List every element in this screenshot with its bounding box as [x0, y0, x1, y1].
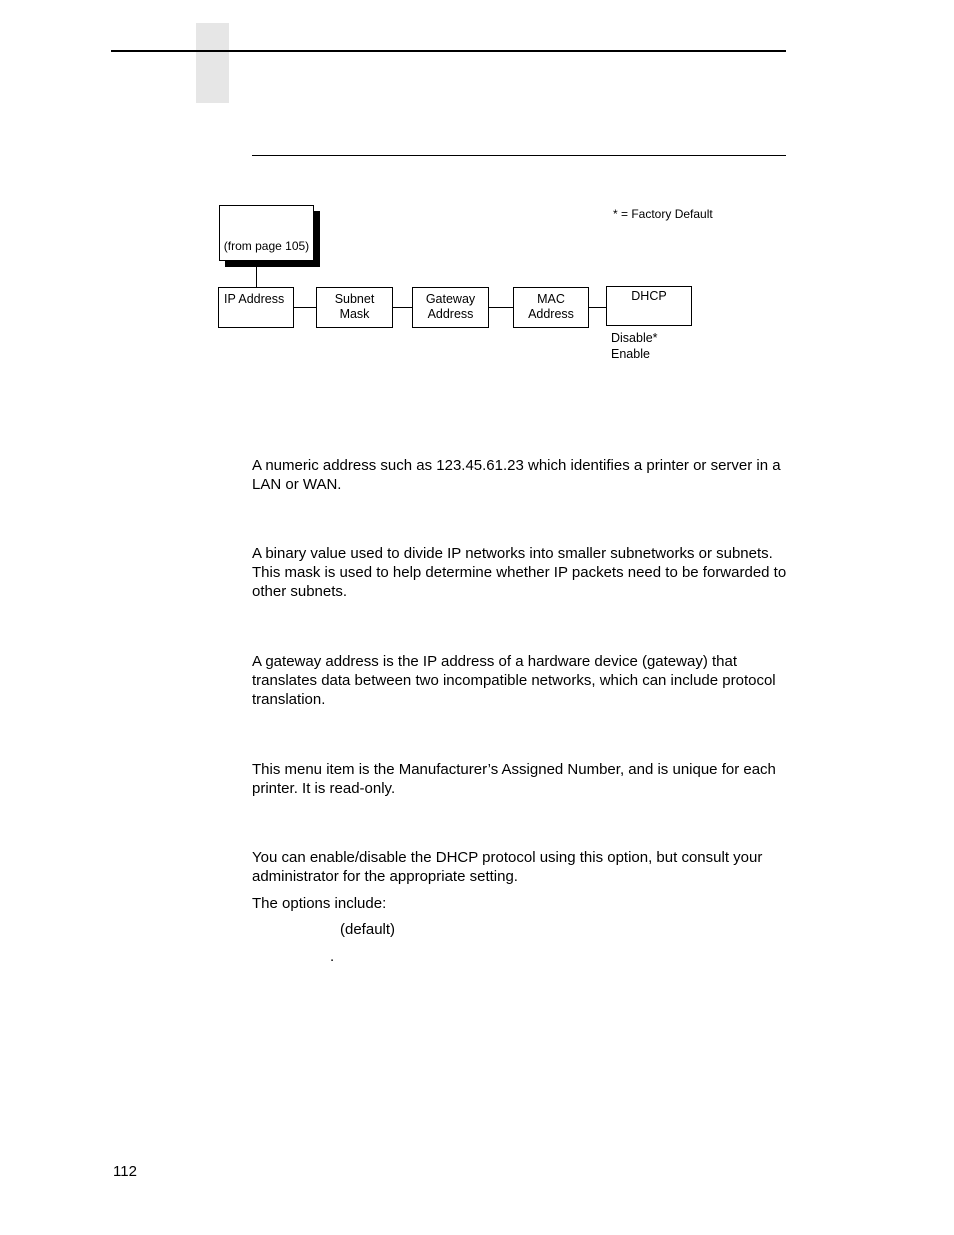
- gateway-address-description: A gateway address is the IP address of a hardware device (gateway) that translates data between two incompatible networks, which can include protocol translation.: [252, 653, 776, 708]
- ip-address-label: IP Address: [224, 292, 285, 306]
- option-period: .: [330, 948, 335, 965]
- gateway-address-label-line2: Address: [427, 307, 474, 321]
- factory-default-legend: * = Factory Default: [613, 207, 713, 221]
- menu-box-ip-address: [218, 287, 294, 328]
- gateway-address-label-line1: Gateway: [425, 292, 476, 306]
- dhcp-label: DHCP: [631, 289, 667, 303]
- dhcp-options: [611, 330, 658, 362]
- options-intro: The options include:: [252, 895, 387, 912]
- mac-address-label-line1: MAC: [537, 292, 565, 306]
- connector-subnet-gateway: [393, 307, 412, 308]
- subnet-mask-description: A binary value used to divide IP networks into smaller subnetworks or subnets. This mask is used to help determine whether IP packets need to be forwarded to other subnets.: [252, 545, 787, 600]
- dhcp-option-enable: Enable: [611, 347, 650, 361]
- menu-box-mac-address: [513, 287, 589, 328]
- connector-mac-dhcp: [589, 307, 606, 308]
- section-rule: [252, 155, 786, 156]
- menu-box-dhcp: [606, 286, 692, 326]
- dhcp-description: You can enable/disable the DHCP protocol using this option, but consult your administrator for the appropriate setting.: [252, 849, 763, 885]
- header-rule: [111, 50, 786, 52]
- mac-address-description: This menu item is the Manufacturer’s Assigned Number, and is unique for each printer. It is read-only.: [252, 761, 776, 797]
- dhcp-option-disable: Disable*: [611, 331, 658, 345]
- chapter-tab: [196, 23, 229, 103]
- connector-source-ip: [256, 261, 257, 287]
- mac-address-label-line2: Address: [528, 307, 574, 321]
- subnet-mask-label-line2: Mask: [339, 307, 370, 321]
- subnet-mask-label-line1: Subnet: [334, 292, 375, 306]
- menu-box-subnet-mask: [316, 287, 393, 328]
- page-number: 112: [113, 1163, 137, 1180]
- source-menu-box: [219, 205, 314, 261]
- connector-ip-subnet: [294, 307, 316, 308]
- connector-gateway-mac: [489, 307, 513, 308]
- menu-box-gateway-address: [412, 287, 489, 328]
- option-default-note: (default): [340, 921, 396, 938]
- source-box-label: (from page 105): [223, 239, 310, 253]
- ip-address-description: A numeric address such as 123.45.61.23 which identifies a printer or server in a LAN or WAN.: [252, 457, 781, 493]
